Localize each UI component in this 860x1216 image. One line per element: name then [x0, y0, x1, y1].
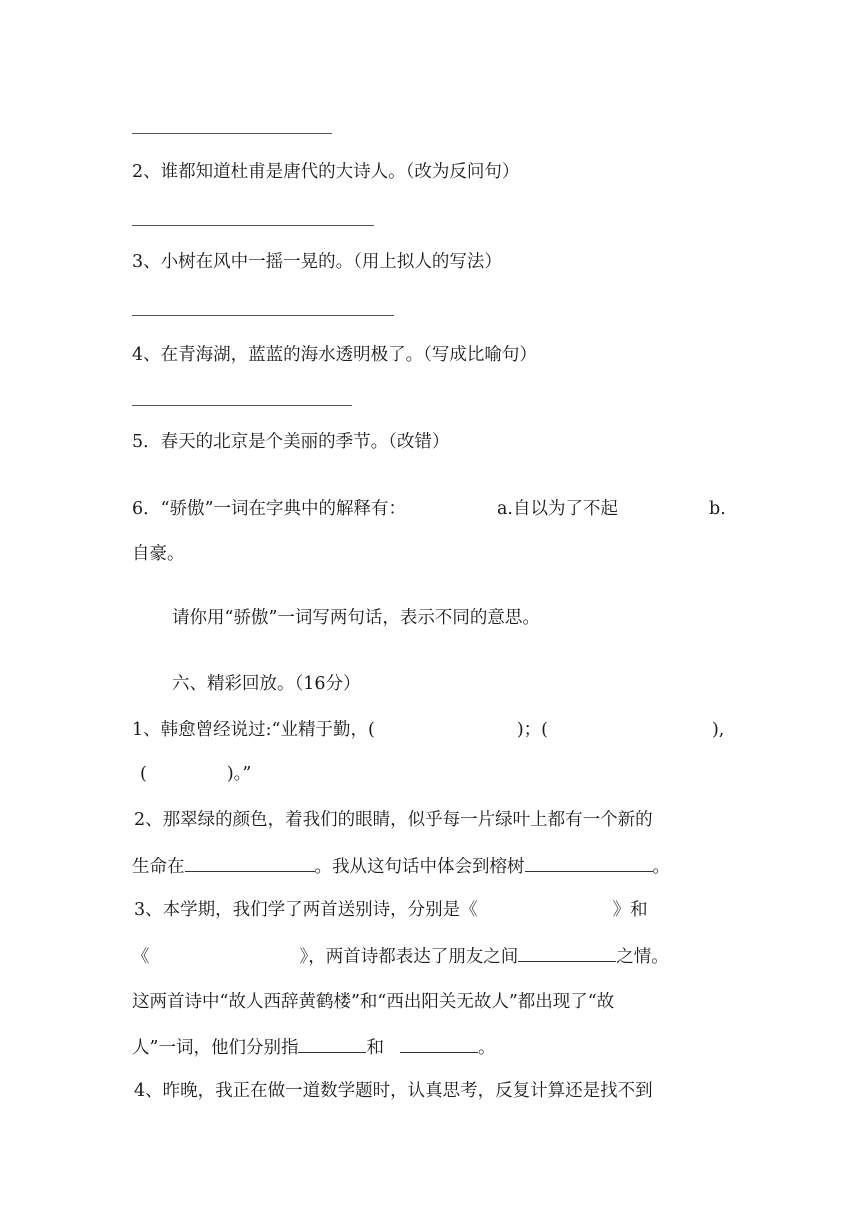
q2-a: 生命在: [132, 857, 185, 877]
section-heading: 六、精彩回放。（16分）: [172, 674, 361, 694]
answer-line[interactable]: [132, 315, 394, 316]
blank[interactable]: [185, 853, 315, 872]
question-6-line1: [132, 497, 406, 521]
section6-q3-line4: [132, 1034, 495, 1060]
section6-q2-line1: 2、那翠绿的颜色，着我们的眼睛，似乎每一片绿叶上都有一个新的: [134, 810, 653, 830]
answer-line[interactable]: [132, 405, 352, 406]
section6-q1-line2: [140, 762, 251, 786]
section6-q1-line1: [132, 718, 724, 742]
q3-open: 《: [132, 947, 150, 967]
answer-line[interactable]: [132, 133, 332, 134]
q3-l4a: 人”一词，他们分别指: [132, 1038, 299, 1058]
q3-l4b: 和: [366, 1038, 384, 1058]
section6-q3-line3: 这两首诗中“故人西辞黄鹤楼”和“西出阳关无故人”都出现了“故: [132, 992, 615, 1012]
q3-a: 3、本学期，我们学了两首送别诗，分别是《: [134, 900, 478, 920]
question-2: 2、谁都知道杜甫是唐代的大诗人。（改为反问句）: [132, 162, 520, 182]
q3-b: 》和: [612, 900, 648, 920]
q1-mid1: )；(: [516, 720, 548, 740]
answer-line[interactable]: [132, 225, 374, 226]
q1-mid2: ),: [711, 720, 725, 740]
q3-l4c: 。: [477, 1038, 496, 1058]
q2-b: 。我从这句话中体会到榕树: [314, 857, 525, 877]
option-b: b.: [709, 499, 726, 519]
q2-c: 。: [652, 857, 670, 877]
question-5: 5．春天的北京是个美丽的季节。（改错）: [132, 432, 450, 452]
blank[interactable]: [298, 1034, 366, 1053]
section6-q4-line1: 4、昨晚，我正在做一道数学题时，认真思考，反复计算还是找不到: [134, 1081, 653, 1101]
q3-mid: 》，两首诗都表达了朋友之间: [299, 947, 519, 967]
question-3: 3、小树在风中一摇一晃的。（用上拟人的写法）: [132, 252, 502, 272]
blank[interactable]: [518, 943, 616, 962]
section6-q3-line1: [134, 898, 648, 922]
section6-q2-line2: [132, 853, 670, 879]
question-4: 4、在青海湖，蓝蓝的海水透明极了。（写成比喻句）: [132, 345, 537, 365]
question-6-prompt: 请你用“骄傲”一词写两句话，表示不同的意思。: [172, 608, 540, 628]
question-6-text: 6．“骄傲”一词在字典中的解释有：: [132, 499, 407, 519]
option-a: a.自以为了不起: [497, 499, 618, 519]
blank[interactable]: [400, 1034, 478, 1053]
blank[interactable]: [525, 853, 653, 872]
q1-start: 1、韩愈曾经说过:“业精于勤，(: [132, 720, 375, 740]
section6-q3-line2: [132, 943, 669, 969]
question-6-line2: 自豪。: [132, 544, 185, 564]
q1-open: (: [140, 764, 147, 784]
q3-end: 之情。: [616, 947, 669, 967]
q1-close: )。”: [226, 764, 252, 784]
